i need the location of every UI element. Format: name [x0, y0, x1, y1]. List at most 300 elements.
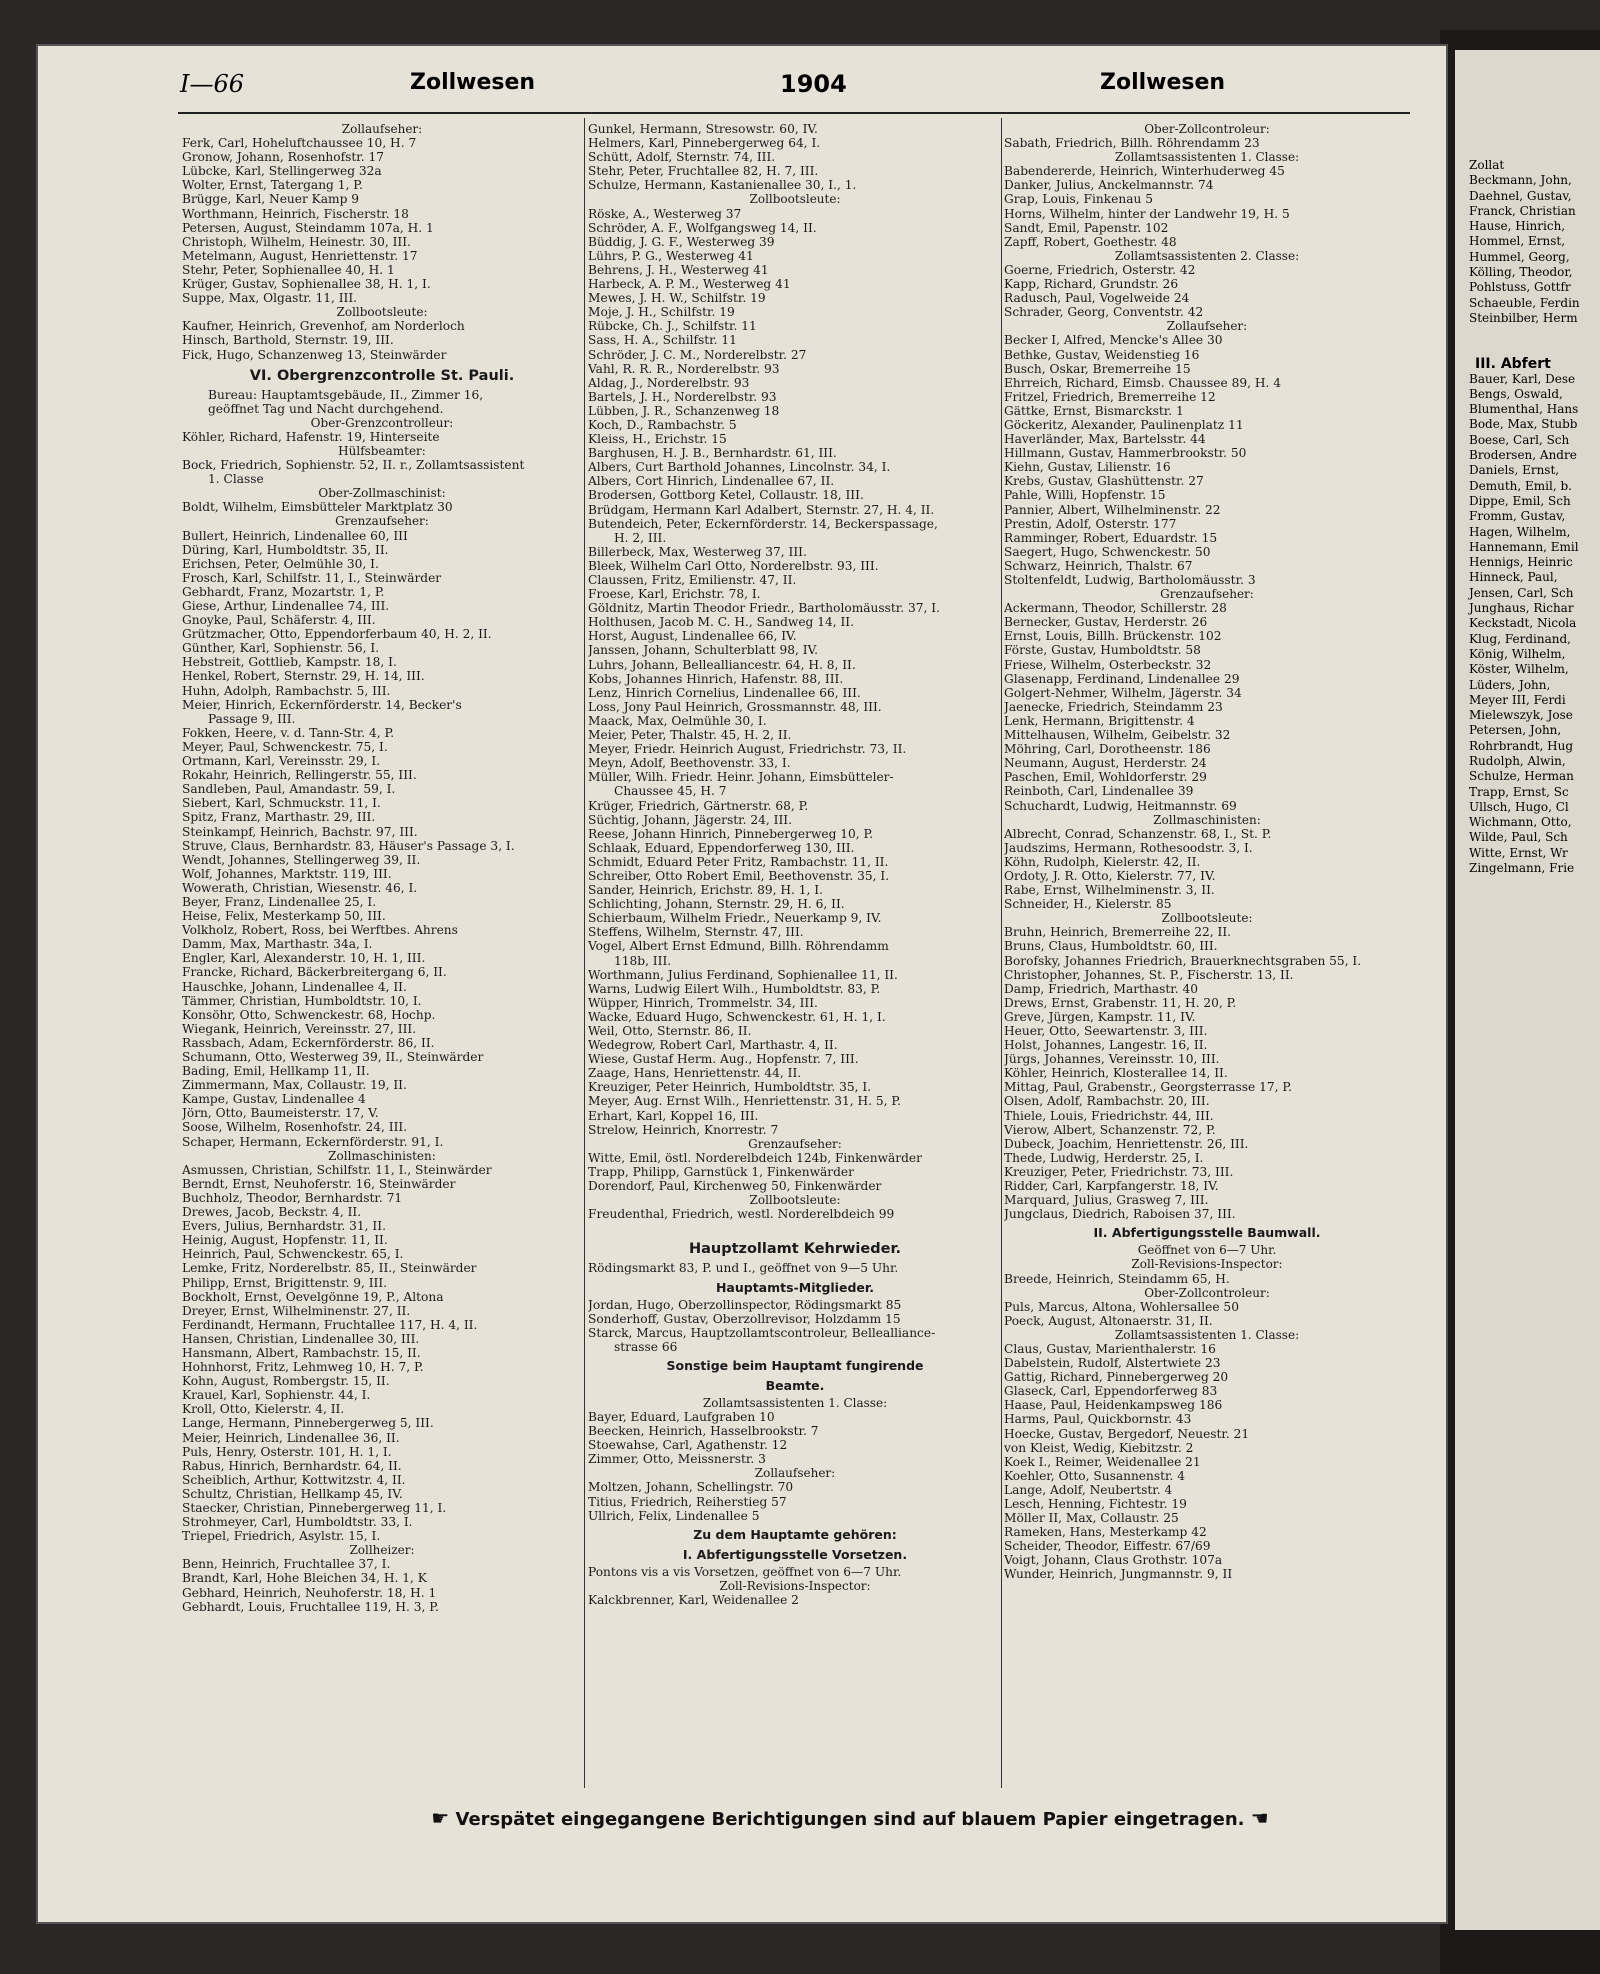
directory-entry: Philipp, Ernst, Brigittenstr. 9, III. — [182, 1275, 388, 1290]
directory-entry: Titius, Friedrich, Reiherstieg 57 — [588, 1494, 787, 1509]
directory-entry: Kalckbrenner, Karl, Weidenallee 2 — [588, 1592, 799, 1607]
directory-entry: Förste, Gustav, Humboldtstr. 58 — [1004, 643, 1201, 658]
directory-entry: Beecken, Heinrich, Hasselbrookstr. 7 — [588, 1424, 819, 1439]
directory-entry: Schumann, Otto, Westerweg 39, II., Steinwärder — [182, 1050, 484, 1064]
directory-entry: Evers, Julius, Bernhardstr. 31, II. — [182, 1219, 386, 1234]
directory-entry: Olsen, Adolf, Rambachstr. 20, III. — [1004, 1094, 1210, 1109]
directory-entry: Koehler, Otto, Susannenstr. 4 — [1004, 1468, 1186, 1483]
directory-entry: Meier, Peter, Thalstr. 45, H. 2, II. — [588, 728, 792, 743]
directory-entry: Ramminger, Robert, Eduardstr. 15 — [1004, 530, 1218, 545]
directory-entry: Ortmann, Karl, Vereinsstr. 29, I. — [182, 754, 381, 769]
adjacent-fragment: Zingelmann, Frie — [1469, 861, 1575, 876]
directory-entry: Moltzen, Johann, Schellingstr. 70 — [588, 1480, 794, 1495]
directory-entry: Hebstreit, Gottlieb, Kampstr. 18, I. — [182, 655, 397, 670]
directory-entry: Bullert, Heinrich, Lindenallee 60, III — [182, 528, 408, 543]
directory-entry: Wiegank, Heinrich, Vereinsstr. 27, III. — [182, 1021, 417, 1036]
adjacent-fragment: Zollat — [1469, 158, 1505, 172]
adjacent-fragment: Demuth, Emil, b. — [1469, 478, 1572, 493]
directory-entry: Rameken, Hans, Mesterkamp 42 — [1004, 1525, 1207, 1540]
directory-entry: Bartels, J. H., Norderelbstr. 93 — [588, 389, 777, 404]
directory-entry: Koek I., Reimer, Weidenallee 21 — [1004, 1454, 1201, 1469]
directory-entry: Rübcke, Ch. J., Schilfstr. 11 — [588, 319, 757, 334]
directory-entry: Grützmacher, Otto, Eppendorferbaum 40, H. 2, II. — [182, 627, 492, 642]
section-heading: Zollamtsassistenten 1. Classe: — [1114, 1327, 1300, 1342]
adjacent-fragment: Wilde, Paul, Sch — [1469, 830, 1568, 845]
directory-entry: Voigt, Johann, Claus Grothstr. 107a — [1004, 1553, 1223, 1568]
directory-entry: Holthusen, Jacob M. C. H., Sandweg 14, II. — [588, 615, 854, 630]
directory-entry: Meyer, Friedr. Heinrich August, Friedrichstr. 73, II. — [588, 742, 907, 757]
directory-entry: Lesch, Henning, Fichtestr. 19 — [1004, 1497, 1187, 1511]
directory-entry: Hauschke, Johann, Lindenallee 4, II. — [182, 979, 407, 994]
office-heading: Zu dem Hauptamte gehören: — [693, 1526, 897, 1542]
directory-entry: Freudenthal, Friedrich, westl. Norderelbdeich 99 — [588, 1207, 895, 1222]
directory-entry: Tämmer, Christian, Humboldtstr. 10, I. — [182, 993, 422, 1008]
adjacent-fragment: Wichmann, Otto, — [1469, 815, 1572, 830]
adjacent-fragment: Petersen, John, — [1469, 723, 1562, 738]
directory-entry: 118b, III. — [614, 953, 672, 968]
section-heading: Zollaufseher: — [1166, 319, 1248, 334]
directory-entry: Jordan, Hugo, Oberzollinspector, Rödingsmarkt 85 — [588, 1297, 902, 1312]
directory-entry: Soose, Wilhelm, Rosenhofstr. 24, III. — [182, 1120, 408, 1135]
directory-entry: Wedegrow, Robert Carl, Marthastr. 4, II. — [588, 1038, 838, 1053]
directory-entry: Ernst, Louis, Billh. Brückenstr. 102 — [1004, 629, 1222, 644]
directory-entry: Reese, Johann Hinrich, Pinnebergerweg 10, P. — [588, 826, 874, 841]
adjacent-fragment: Jensen, Carl, Sch — [1469, 585, 1574, 600]
directory-entry: Göldnitz, Martin Theodor Friedr., Bartholomäusstr. 37, I. — [588, 601, 940, 616]
adjacent-fragment: Schaeuble, Ferdin — [1469, 295, 1580, 310]
directory-entry: Möhring, Carl, Dorotheenstr. 186 — [1004, 742, 1211, 757]
directory-entry: Paschen, Emil, Wohldorferstr. 29 — [1004, 770, 1207, 785]
directory-entry: Jörn, Otto, Baumeisterstr. 17, V. — [182, 1106, 379, 1121]
year: 1904 — [780, 70, 847, 98]
directory-entry: Hansmann, Albert, Rambachstr. 15, II. — [182, 1345, 421, 1360]
directory-entry: Worthmann, Heinrich, Fischerstr. 18 — [182, 206, 409, 221]
directory-entry: Gättke, Ernst, Bismarckstr. 1 — [1004, 403, 1184, 418]
office-heading: VI. Obergrenzcontrolle St. Pauli. — [249, 367, 515, 384]
adjacent-fragment: Mielewszyk, Jose — [1469, 708, 1573, 723]
directory-entry: Vahl, R. R. R., Norderelbstr. 93 — [588, 361, 780, 376]
directory-entry: Triepel, Friedrich, Asylstr. 15, I. — [182, 1529, 381, 1544]
directory-entry: Rassbach, Adam, Eckernförderstr. 86, II. — [182, 1035, 435, 1050]
directory-entry: Busch, Oskar, Bremerreihe 15 — [1004, 361, 1191, 376]
directory-entry: Breede, Heinrich, Steindamm 65, H. — [1004, 1271, 1230, 1286]
directory-entry: Ferk, Carl, Hoheluftchaussee 10, H. 7 — [182, 136, 417, 151]
column-divider-1 — [584, 118, 585, 1788]
directory-entry: Brandt, Karl, Hohe Bleichen 34, H. 1, K — [182, 1571, 427, 1586]
directory-entry: Gebhardt, Franz, Mozartstr. 1, P. — [182, 584, 385, 599]
header-rule — [178, 112, 1410, 114]
directory-entry: Froese, Karl, Erichstr. 78, I. — [588, 587, 761, 602]
directory-entry: Rokahr, Heinrich, Rellingerstr. 55, III. — [182, 768, 417, 783]
directory-entry: Warns, Ludwig Eilert Wilh., Humboldtstr. 83, P. — [588, 981, 881, 996]
directory-entry: Barghusen, H. J. B., Bernhardstr. 61, III. — [588, 446, 837, 461]
directory-entry: Friese, Wilhelm, Osterbeckstr. 32 — [1004, 657, 1212, 672]
directory-entry: Stoewahse, Carl, Agathenstr. 12 — [588, 1438, 788, 1453]
office-heading: Hauptzollamt Kehrwieder. — [688, 1241, 902, 1258]
directory-entry: Wüpper, Hinrich, Trommelstr. 34, III. — [588, 995, 818, 1010]
directory-entry: Kapp, Richard, Grundstr. 26 — [1004, 277, 1179, 292]
section-heading: Grenzaufseher: — [335, 514, 429, 529]
directory-entry: Albrecht, Conrad, Schanzenstr. 68, I., St. P. — [1004, 826, 1272, 841]
directory-entry: Lange, Adolf, Neubertstr. 4 — [1004, 1482, 1173, 1497]
directory-entry: Christopher, Johannes, St. P., Fischerstr. 13, II. — [1004, 967, 1294, 982]
directory-entry: Ehrreich, Richard, Eimsb. Chaussee 89, H. 4 — [1004, 375, 1281, 390]
directory-entry: Müller, Wilh. Friedr. Heinr. Johann, Eimsbütteler- — [588, 770, 894, 785]
directory-entry: Lenk, Hermann, Brigittenstr. 4 — [1004, 713, 1195, 728]
directory-entry: Witte, Emil, östl. Norderelbdeich 124b, Finkenwärder — [588, 1150, 922, 1165]
directory-entry: Kohn, August, Rombergstr. 15, II. — [182, 1374, 390, 1389]
directory-entry: Becker I, Alfred, Mencke's Allee 30 — [1004, 333, 1223, 348]
directory-entry: Hillmann, Gustav, Hammerbrookstr. 50 — [1004, 446, 1247, 461]
directory-entry: Vierow, Albert, Schanzenstr. 72, P. — [1004, 1122, 1216, 1137]
section-heading: Zollamtsassistenten 1. Classe: — [702, 1395, 888, 1410]
directory-entry: Stehr, Peter, Sophienallee 40, H. 1 — [182, 262, 395, 277]
directory-entry: Ullrich, Felix, Lindenallee 5 — [588, 1508, 760, 1523]
adjacent-fragment: Daniels, Ernst, — [1469, 463, 1560, 478]
directory-entry: Krauel, Karl, Sophienstr. 44, I. — [182, 1388, 371, 1403]
directory-entry: Sandt, Emil, Papenstr. 102 — [1004, 220, 1169, 235]
directory-entry: Boldt, Wilhelm, Eimsbütteler Marktplatz 30 — [182, 500, 453, 515]
pointing-hand-right-icon: ☚ — [1250, 1806, 1269, 1830]
directory-entry: Schuchardt, Ludwig, Heitmannstr. 69 — [1004, 798, 1237, 813]
adjacent-fragment: Hommel, Ernst, — [1469, 234, 1566, 249]
directory-entry: Suppe, Max, Olgastr. 11, III. — [182, 291, 358, 306]
directory-entry: Bruhn, Heinrich, Bremerreihe 22, II. — [1004, 925, 1232, 940]
directory-entry: Holst, Johannes, Langestr. 16, II. — [1004, 1038, 1208, 1053]
directory-entry: Köhler, Richard, Hafenstr. 19, Hinterseite — [182, 429, 440, 444]
footer-text: Verspätet eingegangene Berichtigungen sind auf blauem Papier eingetragen. — [455, 1809, 1245, 1830]
directory-entry: Henkel, Robert, Sternstr. 29, H. 14, III. — [182, 669, 425, 684]
adjacent-fragment: Keckstadt, Nicola — [1469, 616, 1577, 631]
directory-entry: Erichsen, Peter, Oelmühle 30, I. — [182, 556, 379, 571]
directory-entry: Puls, Marcus, Altona, Wohlersallee 50 — [1004, 1299, 1239, 1314]
directory-entry: Hoecke, Gustav, Bergedorf, Neuestr. 21 — [1004, 1426, 1250, 1441]
directory-entry: Gebhard, Heinrich, Neuhoferstr. 18, H. 1 — [182, 1585, 437, 1600]
adjacent-fragment: Dippe, Emil, Sch — [1469, 493, 1571, 508]
directory-entry: Petersen, August, Steindamm 107a, H. 1 — [182, 220, 434, 235]
section-heading: Zollbootsleute: — [749, 192, 841, 207]
directory-entry: Moje, J. H., Schilfstr. 19 — [588, 305, 735, 320]
directory-entry: Claus, Gustav, Marienthalerstr. 16 — [1004, 1341, 1216, 1356]
directory-entry: Albers, Curt Barthold Johannes, Lincolnstr. 34, I. — [588, 460, 891, 475]
adjacent-page-fragment — [1455, 50, 1600, 1930]
adjacent-fragment: Hagen, Wilhelm, — [1469, 524, 1571, 539]
directory-entry: Ackermann, Theodor, Schillerstr. 28 — [1004, 601, 1227, 616]
directory-entry: Wacke, Eduard Hugo, Schwenckestr. 61, H. 1, I. — [588, 1009, 886, 1024]
directory-entry: Asmussen, Christian, Schilfstr. 11, I., Steinwärder — [182, 1162, 492, 1177]
directory-entry: Köhn, Rudolph, Kielerstr. 42, II. — [1004, 854, 1201, 869]
adjacent-heading: III. Abfert — [1475, 355, 1551, 372]
directory-entry: Schmidt, Eduard Peter Fritz, Rambachstr. 11, II. — [588, 854, 889, 869]
section-heading: Zollamtsassistenten 1. Classe: — [1114, 150, 1300, 165]
directory-entry: Göckeritz, Alexander, Paulinenplatz 11 — [1004, 417, 1244, 432]
directory-entry: Krüger, Friedrich, Gärtnerstr. 68, P. — [588, 798, 809, 813]
directory-entry: Bock, Friedrich, Sophienstr. 52, II. r., Zollamtsassistent — [182, 458, 525, 473]
directory-entry: Heuer, Otto, Seewartenstr. 3, III. — [1004, 1024, 1208, 1038]
directory-entry: Hohnhorst, Fritz, Lehmweg 10, H. 7, P. — [182, 1360, 424, 1375]
directory-entry: Schütt, Adolf, Sternstr. 74, III. — [588, 150, 776, 165]
directory-entry: Wowerath, Christian, Wiesenstr. 46, I. — [182, 880, 418, 895]
directory-entry: Weil, Otto, Sternstr. 86, II. — [588, 1024, 752, 1038]
directory-entry: Heinig, August, Hopfenstr. 11, II. — [182, 1233, 388, 1248]
section-heading: Grenzaufseher: — [748, 1136, 842, 1151]
directory-entry: Büddig, J. G. F., Westerweg 39 — [588, 234, 775, 249]
directory-entry: Ordoty, J. R. Otto, Kielerstr. 77, IV. — [1004, 868, 1216, 883]
section-heading: Zollmaschinisten: — [328, 1148, 436, 1163]
directory-entry: Albers, Cort Hinrich, Lindenallee 67, II. — [588, 474, 835, 489]
directory-entry: Neumann, August, Herderstr. 24 — [1004, 756, 1207, 771]
directory-entry: Heise, Felix, Mesterkamp 50, III. — [182, 909, 386, 924]
directory-entry: Strohmeyer, Carl, Humboldtstr. 33, I. — [182, 1515, 413, 1530]
directory-entry: H. 2, III. — [614, 530, 667, 545]
directory-entry: Günther, Karl, Sophienstr. 56, I. — [182, 641, 380, 656]
column-3 — [1004, 122, 1410, 1582]
directory-entry: Rabus, Hinrich, Bernhardstr. 64, II. — [182, 1458, 402, 1473]
directory-entry: Jürgs, Johannes, Vereinsstr. 10, III. — [1004, 1052, 1220, 1067]
directory-entry: Scheiblich, Arthur, Kottwitzstr. 4, II. — [182, 1472, 406, 1487]
directory-entry: Lübcke, Karl, Stellingerweg 32a — [182, 164, 382, 179]
directory-entry: Dreyer, Ernst, Wilhelminenstr. 27, II. — [182, 1303, 411, 1318]
directory-entry: von Kleist, Wedig, Kiebitzstr. 2 — [1004, 1440, 1194, 1455]
directory-entry: Pontons vis a vis Vorsetzen, geöffnet von 6—7 Uhr. — [588, 1564, 902, 1579]
directory-entry: Krebs, Gustav, Glashüttenstr. 27 — [1004, 474, 1204, 489]
directory-entry: Kreuziger, Peter, Friedrichstr. 73, III. — [1004, 1164, 1234, 1179]
office-heading: II. Abfertigungsstelle Baumwall. — [1093, 1225, 1321, 1241]
directory-entry: Rödingsmarkt 83, P. und I., geöffnet von 9—5 Uhr. — [588, 1261, 899, 1276]
adjacent-fragment: Hummel, Georg, — [1469, 249, 1570, 264]
section-heading: Ober-Zollmaschinist: — [318, 486, 446, 501]
office-heading: Beamte. — [765, 1377, 825, 1393]
directory-entry: Butendeich, Peter, Eckernförderstr. 14, Beckerspassage, — [588, 516, 938, 531]
directory-entry: Bading, Emil, Hellkamp 11, II. — [182, 1064, 370, 1079]
directory-entry: Golgert-Nehmer, Wilhelm, Jägerstr. 34 — [1004, 685, 1242, 700]
directory-entry: Haase, Paul, Heidenkampsweg 186 — [1004, 1398, 1223, 1413]
directory-entry: Luhrs, Johann, Bellealliancestr. 64, H. 8, II. — [588, 657, 856, 672]
directory-entry: Grap, Louis, Finkenau 5 — [1004, 192, 1153, 207]
adjacent-fragment: Steinbilber, Herm — [1469, 310, 1578, 325]
directory-entry: Schneider, H., Kielerstr. 85 — [1004, 897, 1172, 912]
directory-entry: Dubeck, Joachim, Henriettenstr. 26, III. — [1004, 1136, 1249, 1151]
directory-entry: Beyer, Franz, Lindenallee 25, I. — [182, 894, 377, 909]
directory-entry: Konsöhr, Otto, Schwenckestr. 68, Hochp. — [182, 1007, 436, 1022]
directory-entry: Billerbeck, Max, Westerweg 37, III. — [588, 544, 807, 559]
directory-entry: Benn, Heinrich, Fruchtallee 37, I. — [182, 1557, 391, 1572]
page-number: I—66 — [180, 70, 245, 98]
directory-entry: Brüdgam, Hermann Karl Adalbert, Sternstr. 27, H. 4, II. — [588, 502, 935, 517]
directory-entry: Chaussee 45, H. 7 — [614, 784, 727, 799]
directory-entry: Wolter, Ernst, Tatergang 1, P. — [182, 178, 363, 193]
directory-entry: Thiele, Louis, Friedrichstr. 44, III. — [1004, 1108, 1214, 1123]
directory-entry: Zimmermann, Max, Collaustr. 19, II. — [182, 1078, 407, 1093]
directory-entry: Huhn, Adolph, Rambachstr. 5, III. — [182, 683, 391, 698]
directory-entry: Gattig, Richard, Pinnebergerweg 20 — [1004, 1370, 1229, 1385]
directory-entry: Brügge, Karl, Neuer Kamp 9 — [182, 192, 360, 207]
directory-entry: Radusch, Paul, Vogelweide 24 — [1004, 291, 1190, 306]
directory-entry: Meier, Hinrich, Eckernförderstr. 14, Becker's — [182, 697, 462, 712]
directory-entry: Mittelhausen, Wilhelm, Geibelstr. 32 — [1004, 728, 1231, 743]
adjacent-fragment: Pohlstuss, Gottfr — [1469, 280, 1571, 295]
directory-entry: Röske, A., Westerweg 37 — [588, 206, 742, 221]
directory-entry: Hansen, Christian, Lindenallee 30, III. — [182, 1331, 420, 1346]
directory-entry: Lührs, P. G., Westerweg 41 — [588, 248, 754, 263]
page-header — [180, 70, 1410, 110]
adjacent-fragment: Bauer, Karl, Dese — [1469, 371, 1576, 386]
section-heading: Zollheizer: — [349, 1543, 415, 1558]
directory-entry: Lange, Hermann, Pinnebergerweg 5, III. — [182, 1416, 434, 1431]
directory-entry: Frosch, Karl, Schilfstr. 11, I., Steinwärder — [182, 570, 442, 585]
adjacent-fragment: Meyer III, Ferdi — [1469, 692, 1566, 707]
directory-entry: Ferdinandt, Hermann, Fruchtallee 117, H. 4, II. — [182, 1317, 478, 1332]
section-heading: Zollaufseher: — [754, 1466, 836, 1481]
adjacent-fragment: Bode, Max, Stubb — [1469, 417, 1578, 432]
section-heading: Zollbootsleute: — [336, 305, 428, 320]
adjacent-fragment: Rohrbrandt, Hug — [1469, 738, 1574, 753]
directory-entry: Drewes, Jacob, Beckstr. 4, II. — [182, 1205, 362, 1220]
section-heading: Zoll-Revisions-Inspector: — [719, 1578, 871, 1593]
directory-entry: Worthmann, Julius Ferdinand, Sophienallee 11, II. — [588, 967, 898, 982]
directory-entry: Süchtig, Johann, Jägerstr. 24, III. — [588, 812, 792, 827]
adjacent-fragment: Brodersen, Andre — [1469, 448, 1577, 463]
directory-entry: Gnoyke, Paul, Schäferstr. 4, III. — [182, 613, 376, 628]
directory-entry: Kleiss, H., Erichstr. 15 — [588, 432, 727, 447]
directory-entry: Christoph, Wilhelm, Heinestr. 30, III. — [182, 234, 411, 249]
directory-entry: Kreuziger, Peter Heinrich, Humboldtstr. 35, I. — [588, 1080, 872, 1095]
directory-entry: Horns, Wilhelm, hinter der Landwehr 19, H. 5 — [1004, 206, 1290, 221]
directory-entry: Meyn, Adolf, Beethovenstr. 33, I. — [588, 756, 791, 771]
office-heading: I. Abfertigungsstelle Vorsetzen. — [682, 1546, 908, 1562]
directory-entry: Trapp, Philipp, Garnstück 1, Finkenwärder — [588, 1164, 854, 1179]
directory-entry: Krüger, Gustav, Sophienallee 38, H. 1, I. — [182, 277, 431, 292]
directory-entry: Wunder, Heinrich, Jungmannstr. 9, II — [1004, 1567, 1233, 1582]
directory-entry: Thede, Ludwig, Herderstr. 25, I. — [1004, 1150, 1204, 1165]
directory-entry: Meyer, Aug. Ernst Wilh., Henriettenstr. 31, H. 5, P. — [588, 1094, 902, 1109]
directory-entry: Zapff, Robert, Goethestr. 48 — [1004, 234, 1177, 249]
directory-entry: Dabelstein, Rudolf, Alstertwiete 23 — [1004, 1356, 1221, 1371]
directory-entry: Wolf, Johannes, Marktstr. 119, III. — [182, 866, 392, 881]
directory-entry: Sandleben, Paul, Amandastr. 59, I. — [182, 782, 396, 797]
directory-entry: Borofsky, Johannes Friedrich, Brauerknechtsgraben 55, I. — [1004, 953, 1362, 968]
directory-entry: Passage 9, III. — [208, 711, 296, 726]
adjacent-fragment: Daehnel, Gustav, — [1469, 188, 1572, 203]
directory-entry: Damm, Max, Marthastr. 34a, I. — [182, 937, 373, 952]
directory-entry: Damp, Friedrich, Marthastr. 40 — [1004, 981, 1198, 996]
adjacent-fragment: Ullsch, Hugo, Cl — [1469, 799, 1569, 814]
directory-entry: Volkholz, Robert, Ross, bei Werftbes. Ahrens — [182, 923, 458, 938]
directory-entry: strasse 66 — [614, 1339, 678, 1354]
directory-entry: Rabe, Ernst, Wilhelminenstr. 3, II. — [1004, 883, 1215, 898]
directory-entry: Horst, August, Lindenallee 66, IV. — [588, 629, 797, 644]
directory-entry: Köhler, Heinrich, Klosterallee 14, II. — [1004, 1066, 1228, 1081]
adjacent-fragment — [1469, 326, 1600, 341]
directory-entry: Schreiber, Otto Robert Emil, Beethovenstr. 35, I. — [588, 868, 890, 883]
directory-entry: Kroll, Otto, Kielerstr. 4, II. — [182, 1402, 345, 1417]
directory-entry: Kiehn, Gustav, Lilienstr. 16 — [1004, 460, 1171, 475]
directory-entry: Metelmann, August, Henriettenstr. 17 — [182, 248, 418, 263]
directory-entry: Zimmer, Otto, Meissnerstr. 3 — [588, 1452, 766, 1467]
section-heading: Geöffnet von 6—7 Uhr. — [1137, 1243, 1277, 1258]
directory-entry: Drews, Ernst, Grabenstr. 11, H. 20, P. — [1004, 995, 1237, 1010]
adjacent-page-text — [1455, 50, 1600, 876]
directory-entry: Sonderhoff, Gustav, Oberzollrevisor, Holzdamm 15 — [588, 1311, 901, 1326]
directory-entry: Poeck, August, Altonaerstr. 31, II. — [1004, 1313, 1213, 1328]
directory-entry: Bureau: Hauptamtsgebäude, II., Zimmer 16, — [208, 387, 484, 402]
directory-entry: Aldag, J., Norderelbstr. 93 — [588, 375, 750, 390]
section-heading: Ober-Zollcontroleur: — [1144, 1285, 1270, 1300]
directory-entry: Behrens, J. H., Westerweg 41 — [588, 262, 769, 277]
directory-entry: Hinsch, Barthold, Sternstr. 19, III. — [182, 333, 394, 348]
directory-entry: Schaper, Hermann, Eckernförderstr. 91, I. — [182, 1134, 444, 1149]
section-heading: Zollbootsleute: — [1161, 911, 1253, 926]
directory-entry: Harms, Paul, Quickbornstr. 43 — [1004, 1412, 1192, 1427]
directory-entry: Bockholt, Ernst, Oevelgönne 19, P., Altona — [182, 1289, 444, 1304]
directory-entry: Bernecker, Gustav, Herderstr. 26 — [1004, 615, 1208, 630]
directory-entry: Gebhardt, Louis, Fruchtallee 119, H. 3, P. — [182, 1599, 439, 1614]
section-heading: Zollmaschinisten: — [1153, 812, 1261, 827]
directory-entry: Jaenecke, Friedrich, Steindamm 23 — [1004, 699, 1223, 714]
directory-entry: Spitz, Franz, Marthastr. 29, III. — [182, 810, 376, 825]
directory-entry: Francke, Richard, Bäckerbreitergang 6, II. — [182, 965, 447, 980]
directory-entry: Siebert, Karl, Schmuckstr. 11, I. — [182, 796, 381, 811]
directory-entry: Sander, Heinrich, Erichstr. 89, H. 1, I. — [588, 883, 823, 898]
adjacent-fragment: Köster, Wilhelm, — [1469, 662, 1569, 677]
section-heading: Ober-Zollcontroleur: — [1144, 122, 1270, 136]
directory-entry: Bayer, Eduard, Laufgraben 10 — [588, 1409, 775, 1424]
directory-entry: Kobs, Johannes Hinrich, Hafenstr. 88, III. — [588, 671, 844, 686]
running-title-right: Zollwesen — [1100, 70, 1226, 95]
directory-entry: Schlichting, Johann, Sternstr. 29, H. 6, II. — [588, 897, 845, 912]
pointing-hand-left-icon: ☛ — [431, 1806, 450, 1830]
directory-entry: Stehr, Peter, Fruchtallee 82, H. 7, III. — [588, 164, 819, 179]
directory-entry: Reinboth, Carl, Lindenallee 39 — [1004, 784, 1194, 799]
directory-entry: Gunkel, Hermann, Stresowstr. 60, IV. — [588, 122, 818, 136]
directory-entry: Möller II, Max, Collaustr. 25 — [1004, 1511, 1179, 1526]
directory-entry: Claussen, Fritz, Emilienstr. 47, II. — [588, 573, 797, 587]
directory-entry: Struve, Claus, Bernhardstr. 83, Häuser's Passage 3, I. — [182, 838, 515, 853]
running-title-left: Zollwesen — [410, 70, 536, 95]
directory-entry: Goerne, Friedrich, Osterstr. 42 — [1004, 262, 1196, 277]
directory-entry: Marquard, Julius, Grasweg 7, III. — [1004, 1193, 1209, 1208]
directory-entry: Fick, Hugo, Schanzenweg 13, Steinwärder — [182, 347, 447, 362]
directory-entry: Buchholz, Theodor, Bernhardstr. 71 — [182, 1190, 403, 1205]
directory-entry: Fritzel, Friedrich, Bremerreihe 12 — [1004, 389, 1216, 404]
office-heading: Hauptamts-Mitglieder. — [715, 1279, 875, 1295]
directory-entry: Harbeck, A. P. M., Westerweg 41 — [588, 277, 791, 292]
section-heading: Hülfsbeamter: — [338, 443, 426, 458]
directory-entry: Strelow, Heinrich, Knorrestr. 7 — [588, 1122, 779, 1137]
directory-entry: Schrader, Georg, Conventstr. 42 — [1004, 305, 1204, 320]
directory-entry: 1. Classe — [208, 472, 264, 487]
directory-entry: Bruns, Claus, Humboldtstr. 60, III. — [1004, 939, 1218, 954]
directory-entry: Bethke, Gustav, Weidenstieg 16 — [1004, 347, 1200, 362]
adjacent-fragment: Hannemann, Emil — [1469, 539, 1579, 554]
directory-entry: Prestin, Adolf, Osterstr. 177 — [1004, 516, 1177, 531]
directory-entry: Mittag, Paul, Grabenstr., Georgsterrasse 17, P. — [1004, 1080, 1293, 1095]
section-heading: Zollaufseher: — [341, 122, 423, 136]
directory-entry: Schröder, A. F., Wolfgangsweg 14, II. — [588, 220, 817, 235]
section-heading: Zoll-Revisions-Inspector: — [1131, 1257, 1283, 1272]
directory-entry: Saegert, Hugo, Schwenckestr. 50 — [1004, 544, 1211, 559]
directory-entry: Dorendorf, Paul, Kirchenweg 50, Finkenwärder — [588, 1179, 882, 1194]
section-heading: Zollamtsassistenten 2. Classe: — [1114, 248, 1300, 263]
section-heading: Ober-Grenzcontrolleur: — [310, 415, 454, 430]
directory-entry: Wiese, Gustaf Herm. Aug., Hopfenstr. 7, III. — [588, 1052, 859, 1067]
directory-entry: Jaudszims, Hermann, Rothesoodstr. 3, I. — [1004, 840, 1253, 855]
directory-entry: Schulze, Hermann, Kastanienallee 30, I., 1. — [588, 178, 857, 193]
directory-entry: Puls, Henry, Osterstr. 101, H. 1, I. — [182, 1444, 392, 1459]
directory-entry: Kampe, Gustav, Lindenallee 4 — [182, 1092, 366, 1107]
adjacent-fragment: Bengs, Oswald, — [1469, 386, 1563, 401]
directory-entry: Loss, Jony Paul Heinrich, Grossmannstr. 48, III. — [588, 699, 882, 714]
